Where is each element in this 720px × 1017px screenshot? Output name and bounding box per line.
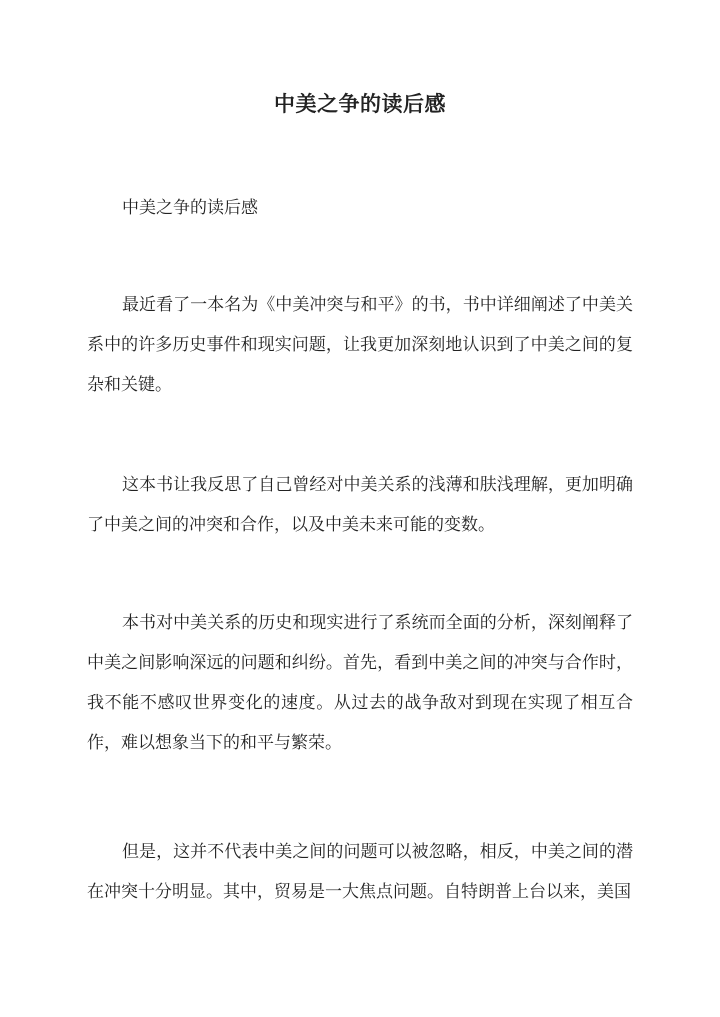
paragraph-2: 这本书让我反思了自己曾经对中美关系的浅薄和肤浅理解，更加明确了中美之间的冲突和合作，以及中美未来可能的变数。 (87, 475, 633, 535)
document-title: 中美之争的读后感 (274, 91, 446, 116)
paragraph-subtitle: 中美之争的读后感 (122, 198, 258, 218)
paragraph-4: 但是，这并不代表中美之间的问题可以被忽略，相反，中美之间的潜在冲突十分明显。其中，贸易是一大焦点问题。自特朗普上台以来，美国 (87, 842, 633, 902)
paragraph-3: 本书对中美关系的历史和现实进行了系统而全面的分析，深刻阐释了中美之间影响深远的问题和纠纷。首先，看到中美之间的冲突与合作时，我不能不感叹世界变化的速度。从过去的战争敌对到现在实现了相互合作，难以想象当下的和平与繁荣。 (87, 613, 633, 753)
paragraph-1: 最近看了一本名为《中美冲突与和平》的书，书中详细阐述了中美关系中的许多历史事件和现实问题，让我更加深刻地认识到了中美之间的复杂和关键。 (87, 295, 633, 395)
